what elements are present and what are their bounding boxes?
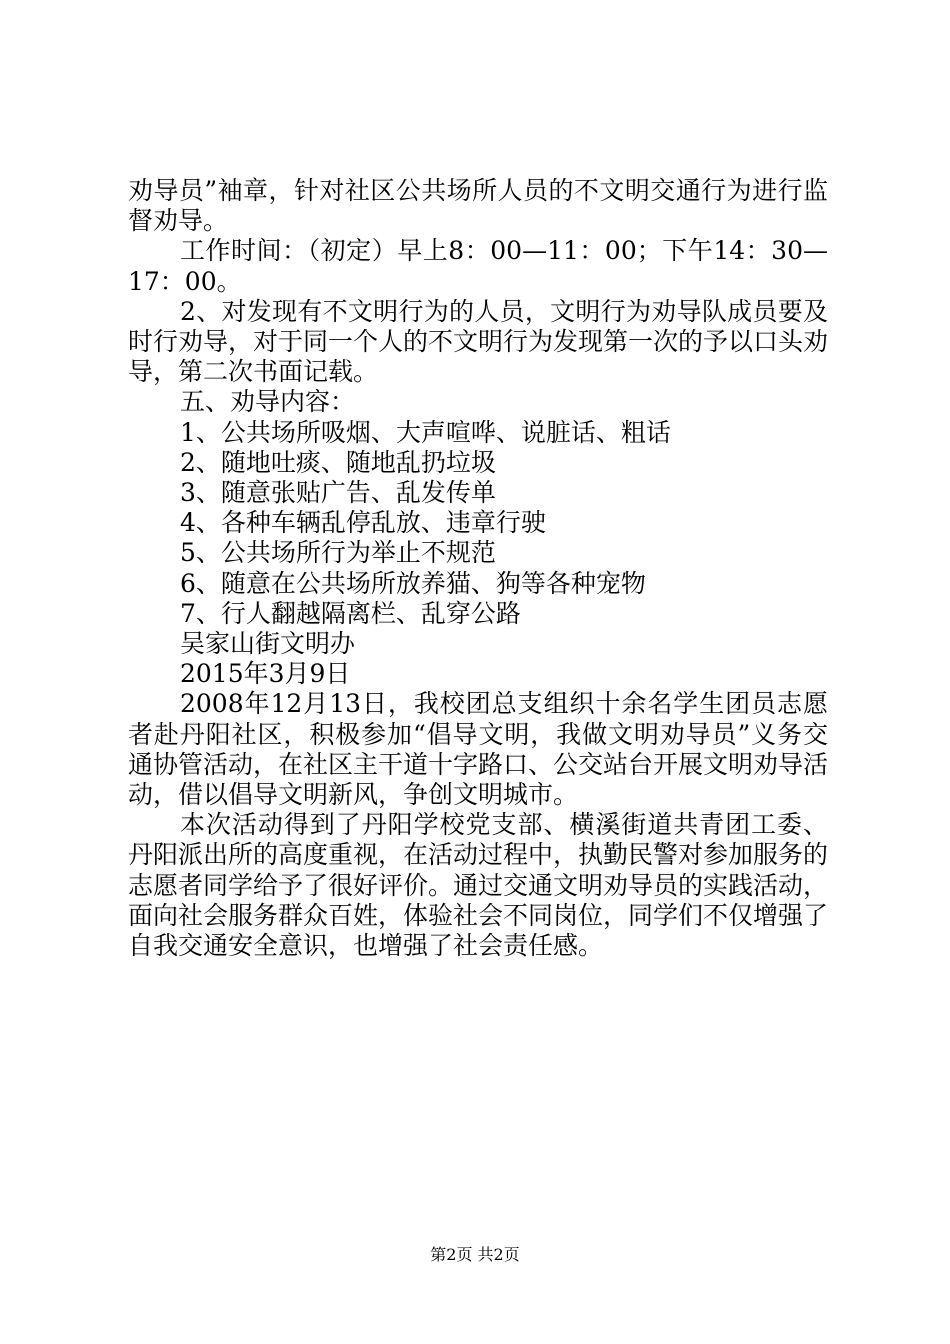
list-item: 2、随地吐痰、随地乱扔垃圾: [180, 447, 496, 477]
list-item: 1、公共场所吸烟、大声喧哗、说脏话、粗话: [180, 417, 671, 447]
paragraph-activity: 2008年12月13日，我校团总支组织十余名学生团员志愿者赴丹阳社区，积极参加“倡导文明，我做文明劝导员”义务交通协管活动，在社区主干道十字路口、公交站台开展文明劝导活动，借以倡导文明新风，争创文明城市。: [128, 689, 829, 810]
signature: 吴家山街文明办: [180, 629, 356, 659]
list-item: 5、公共场所行为举止不规范: [180, 538, 496, 568]
list-item: 4、各种车辆乱停乱放、违章行驶: [180, 508, 546, 538]
paragraph-work-time: 工作时间：（初定）早上8：00—11：00；下午14：30—17：00。: [128, 236, 828, 296]
paragraph-continuation: 劝导员”袖章，针对社区公共场所人员的不文明交通行为进行监督劝导。: [128, 176, 828, 236]
document-body: [128, 176, 828, 961]
page-footer: [0, 1245, 950, 1265]
section-heading-content: 五、劝导内容：: [180, 387, 356, 417]
content-list: [128, 418, 828, 629]
paragraph-activity-result: 本次活动得到了丹阳学校党支部、横溪街道共青团工委、丹阳派出所的高度重视，在活动过程中，执勤民警对参加服务的志愿者同学给予了很好评价。通过交通文明劝导员的实践活动，面向社会服务群众百姓，体验社会不同岗位，同学们不仅增强了自我交通安全意识，也增强了社会责任感。: [128, 810, 829, 961]
list-item: 7、行人翻越隔离栏、乱穿公路: [180, 598, 521, 628]
paragraph-rule-2: 2、对发现有不文明行为的人员，文明行为劝导队成员要及时行劝导，对于同一个人的不文明行为发现第一次的予以口头劝导，第二次书面记载。: [128, 296, 829, 387]
page-number: 第2页 共2页: [430, 1245, 520, 1264]
list-item: 6、随意在公共场所放养猫、狗等各种宠物: [180, 568, 646, 598]
date: 2015年3月9日: [180, 659, 351, 689]
list-item: 3、随意张贴广告、乱发传单: [180, 478, 496, 508]
